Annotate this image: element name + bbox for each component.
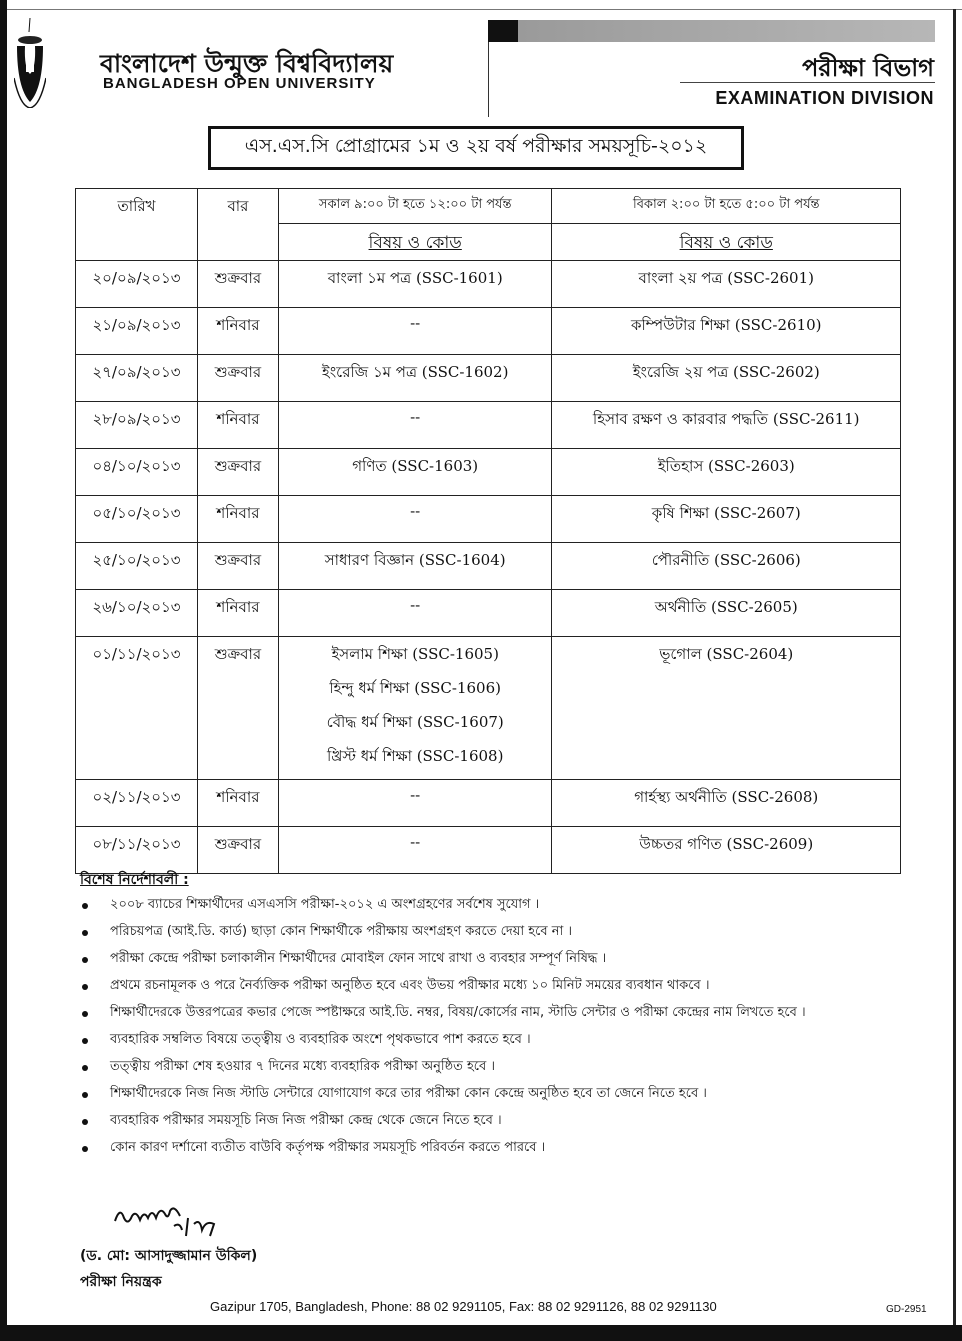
note-item: ব্যবহারিক সম্বলিত বিষয়ে তত্ত্বীয় ও ব্যবহারিক অংশে পৃথকভাবে পাশ করতে হবে । [80,1031,920,1049]
table-row [76,780,901,827]
morning-subject: বাংলা ১ম পত্র (SSC-1601) [327,269,503,287]
note-item: প্রথমে রচনামূলক ও পরে নৈর্ব্যক্তিক পরীক্ষা অনুষ্ঠিত হবে এবং উভয় পরীক্ষার মধ্যে ১০ মিনিট সময়ের ব্যবধান থাকবে । [80,977,920,995]
day-cell: শুক্রবার [197,827,278,874]
document-code: GD-2951 [886,1304,927,1315]
afternoon-subject-cell: বাংলা ২য় পত্র (SSC-2601) [552,261,901,308]
date-cell: ২৮/০৯/২০১৩ [76,402,198,449]
morning-subject-cell [278,402,552,449]
date-cell: ২৬/১০/২০১৩ [76,590,198,637]
day-cell: শনিবার [197,308,278,355]
signer-designation: পরীক্ষা নিয়ন্ত্রক [80,1274,162,1290]
university-name-bn: বাংলাদেশ উন্মুক্ত বিশ্ববিদ্যালয় [100,49,394,78]
morning-subject: -- [410,408,421,426]
note-item: শিক্ষার্থীদেরকে নিজ নিজ স্টাডি সেন্টারে যোগাযোগ করে তার পরীক্ষা কোন কেন্দ্রে অনুষ্ঠিত হবে তা জেনে নিতে হবে । [80,1085,920,1103]
department-underline [680,82,935,83]
table-row [76,402,901,449]
notes-list [80,896,920,1166]
header-morning: সকাল ৯:০০ টা হতে ১২:০০ টা পর্যন্ত [278,189,552,224]
morning-subject: -- [410,786,421,804]
date-cell: ০৫/১০/২০১৩ [76,496,198,543]
footer-address: Gazipur 1705, Bangladesh, Phone: 88 02 9291105, Fax: 88 02 9291126, 88 02 9291130 [210,1299,717,1314]
scan-left-edge [0,0,7,1341]
morning-subject: হিন্দু ধর্ম শিক্ষা (SSC-1606) [329,679,501,697]
day-cell: শনিবার [197,780,278,827]
date-cell: ২৭/০৯/২০১৩ [76,355,198,402]
morning-subject: ইসলাম শিক্ষা (SSC-1605) [331,645,499,663]
date-cell: ২০/০৯/২০১৩ [76,261,198,308]
morning-subject: বৌদ্ধ ধর্ম শিক্ষা (SSC-1607) [326,713,504,731]
day-cell: শুক্রবার [197,355,278,402]
morning-subject-cell [278,308,552,355]
day-cell: শনিবার [197,402,278,449]
morning-subject-cell [278,780,552,827]
day-cell: শুক্রবার [197,637,278,780]
note-item: তত্ত্বীয় পরীক্ষা শেষ হওয়ার ৭ দিনের মধ্যে ব্যবহারিক পরীক্ষা অনুষ্ঠিত হবে । [80,1058,920,1076]
table-row [76,355,901,402]
header-subject-code-afternoon: বিষয় ও কোড [552,224,901,261]
signature-image [110,1196,290,1246]
note-item: ব্যবহারিক পরীক্ষার সময়সূচি নিজ নিজ পরীক্ষা কেন্দ্র থেকে জেনে নিতে হবে । [80,1112,920,1130]
morning-subject: -- [410,833,421,851]
date-cell: ০৮/১১/২০১৩ [76,827,198,874]
morning-subject: খ্রিস্ট ধর্ম শিক্ষা (SSC-1608) [326,747,504,765]
afternoon-subject-cell: কম্পিউটার শিক্ষা (SSC-2610) [552,308,901,355]
afternoon-subject-cell: অর্থনীতি (SSC-2605) [552,590,901,637]
table-row [76,449,901,496]
morning-subject-cell [278,496,552,543]
day-cell: শনিবার [197,496,278,543]
document-title [208,126,744,170]
table-row [76,496,901,543]
university-name-en: BANGLADESH OPEN UNIVERSITY [103,75,376,92]
document-title-text: এস.এস.সি প্রোগ্রামের ১ম ও ২য় বর্ষ পরীক্ষার সময়সূচি-২০১২ [244,135,708,157]
morning-subject: -- [410,596,421,614]
afternoon-subject-cell: উচ্চতর গণিত (SSC-2609) [552,827,901,874]
date-cell: ০২/১১/২০১৩ [76,780,198,827]
department-name-bn: পরীক্ষা বিভাগ [802,54,934,82]
notes-heading: বিশেষ নির্দেশাবলী : [80,872,189,888]
university-logo-icon [14,18,46,108]
morning-subject-cell [278,827,552,874]
morning-subject-cell [278,449,552,496]
date-cell: ০৪/১০/২০১৩ [76,449,198,496]
morning-subject: গণিত (SSC-1603) [352,457,479,475]
morning-subject: সাধারণ বিজ্ঞান (SSC-1604) [324,551,506,569]
morning-subject-cell [278,543,552,590]
table-row [76,827,901,874]
afternoon-subject-cell: ইংরেজি ২য় পত্র (SSC-2602) [552,355,901,402]
day-cell: শুক্রবার [197,261,278,308]
afternoon-subject-cell: ভূগোল (SSC-2604) [552,637,901,780]
exam-schedule-table [75,188,901,874]
afternoon-subject-cell: ইতিহাস (SSC-2603) [552,449,901,496]
date-cell: ২১/০৯/২০১৩ [76,308,198,355]
note-item: শিক্ষার্থীদেরকে উত্তরপত্রের কভার পেজে স্পষ্টাক্ষরে আই.ডি. নম্বর, বিষয়/কোর্সের নাম, স্টাডি সেন্টার ও পরীক্ষা কেন্দ্রের নাম লিখতে হবে । [80,1004,920,1022]
header-band [488,20,935,42]
note-item: ২০০৮ ব্যাচের শিক্ষার্থীদের এসএসসি পরীক্ষা-২০১২ এ অংশগ্রহণের সর্বশেষ সুযোগ । [80,896,920,914]
header-subject-code-morning: বিষয় ও কোড [278,224,552,261]
morning-subject: -- [410,502,421,520]
morning-subject-cell [278,355,552,402]
day-cell: শনিবার [197,590,278,637]
day-cell: শুক্রবার [197,543,278,590]
morning-subject: -- [410,314,421,332]
date-cell: ০১/১১/২০১৩ [76,637,198,780]
date-cell: ২৫/১০/২০১৩ [76,543,198,590]
header-date: তারিখ [76,189,198,261]
afternoon-subject-cell: গার্হস্থ্য অর্থনীতি (SSC-2608) [552,780,901,827]
table-row [76,637,901,780]
header-afternoon: বিকাল ২:০০ টা হতে ৫:০০ টা পর্যন্ত [552,189,901,224]
day-cell: শুক্রবার [197,449,278,496]
morning-subject-cell [278,261,552,308]
table-row [76,261,901,308]
header-day: বার [197,189,278,261]
scan-right-edge [953,9,956,1329]
afternoon-subject-cell: পৌরনীতি (SSC-2606) [552,543,901,590]
table-row [76,543,901,590]
table-row [76,308,901,355]
note-item: পরীক্ষা কেন্দ্রে পরীক্ষা চলাকালীন শিক্ষার্থীদের মোবাইল ফোন সাথে রাখা ও ব্যবহার সম্পূর্ণ নিষিদ্ধ । [80,950,920,968]
scan-bottom-edge [0,1325,962,1341]
afternoon-subject-cell: হিসাব রক্ষণ ও কারবার পদ্ধতি (SSC-2611) [552,402,901,449]
scan-top-edge [0,0,962,10]
morning-subject-cell [278,590,552,637]
department-name-en: EXAMINATION DIVISION [715,88,934,108]
morning-subject: ইংরেজি ১ম পত্র (SSC-1602) [321,363,509,381]
note-item: পরিচয়পত্র (আই.ডি. কার্ড) ছাড়া কোন শিক্ষার্থীকে পরীক্ষায় অংশগ্রহণ করতে দেয়া হবে না । [80,923,920,941]
morning-subject-cell [278,637,552,780]
signer-name: (ড. মো: আসাদুজ্জামান উকিল) [80,1248,258,1264]
afternoon-subject-cell: কৃষি শিক্ষা (SSC-2607) [552,496,901,543]
table-row [76,590,901,637]
note-item: কোন কারণ দর্শানো ব্যতীত বাউবি কর্তৃপক্ষ পরীক্ষার সময়সূচি পরিবর্তন করতে পারবে । [80,1139,920,1157]
